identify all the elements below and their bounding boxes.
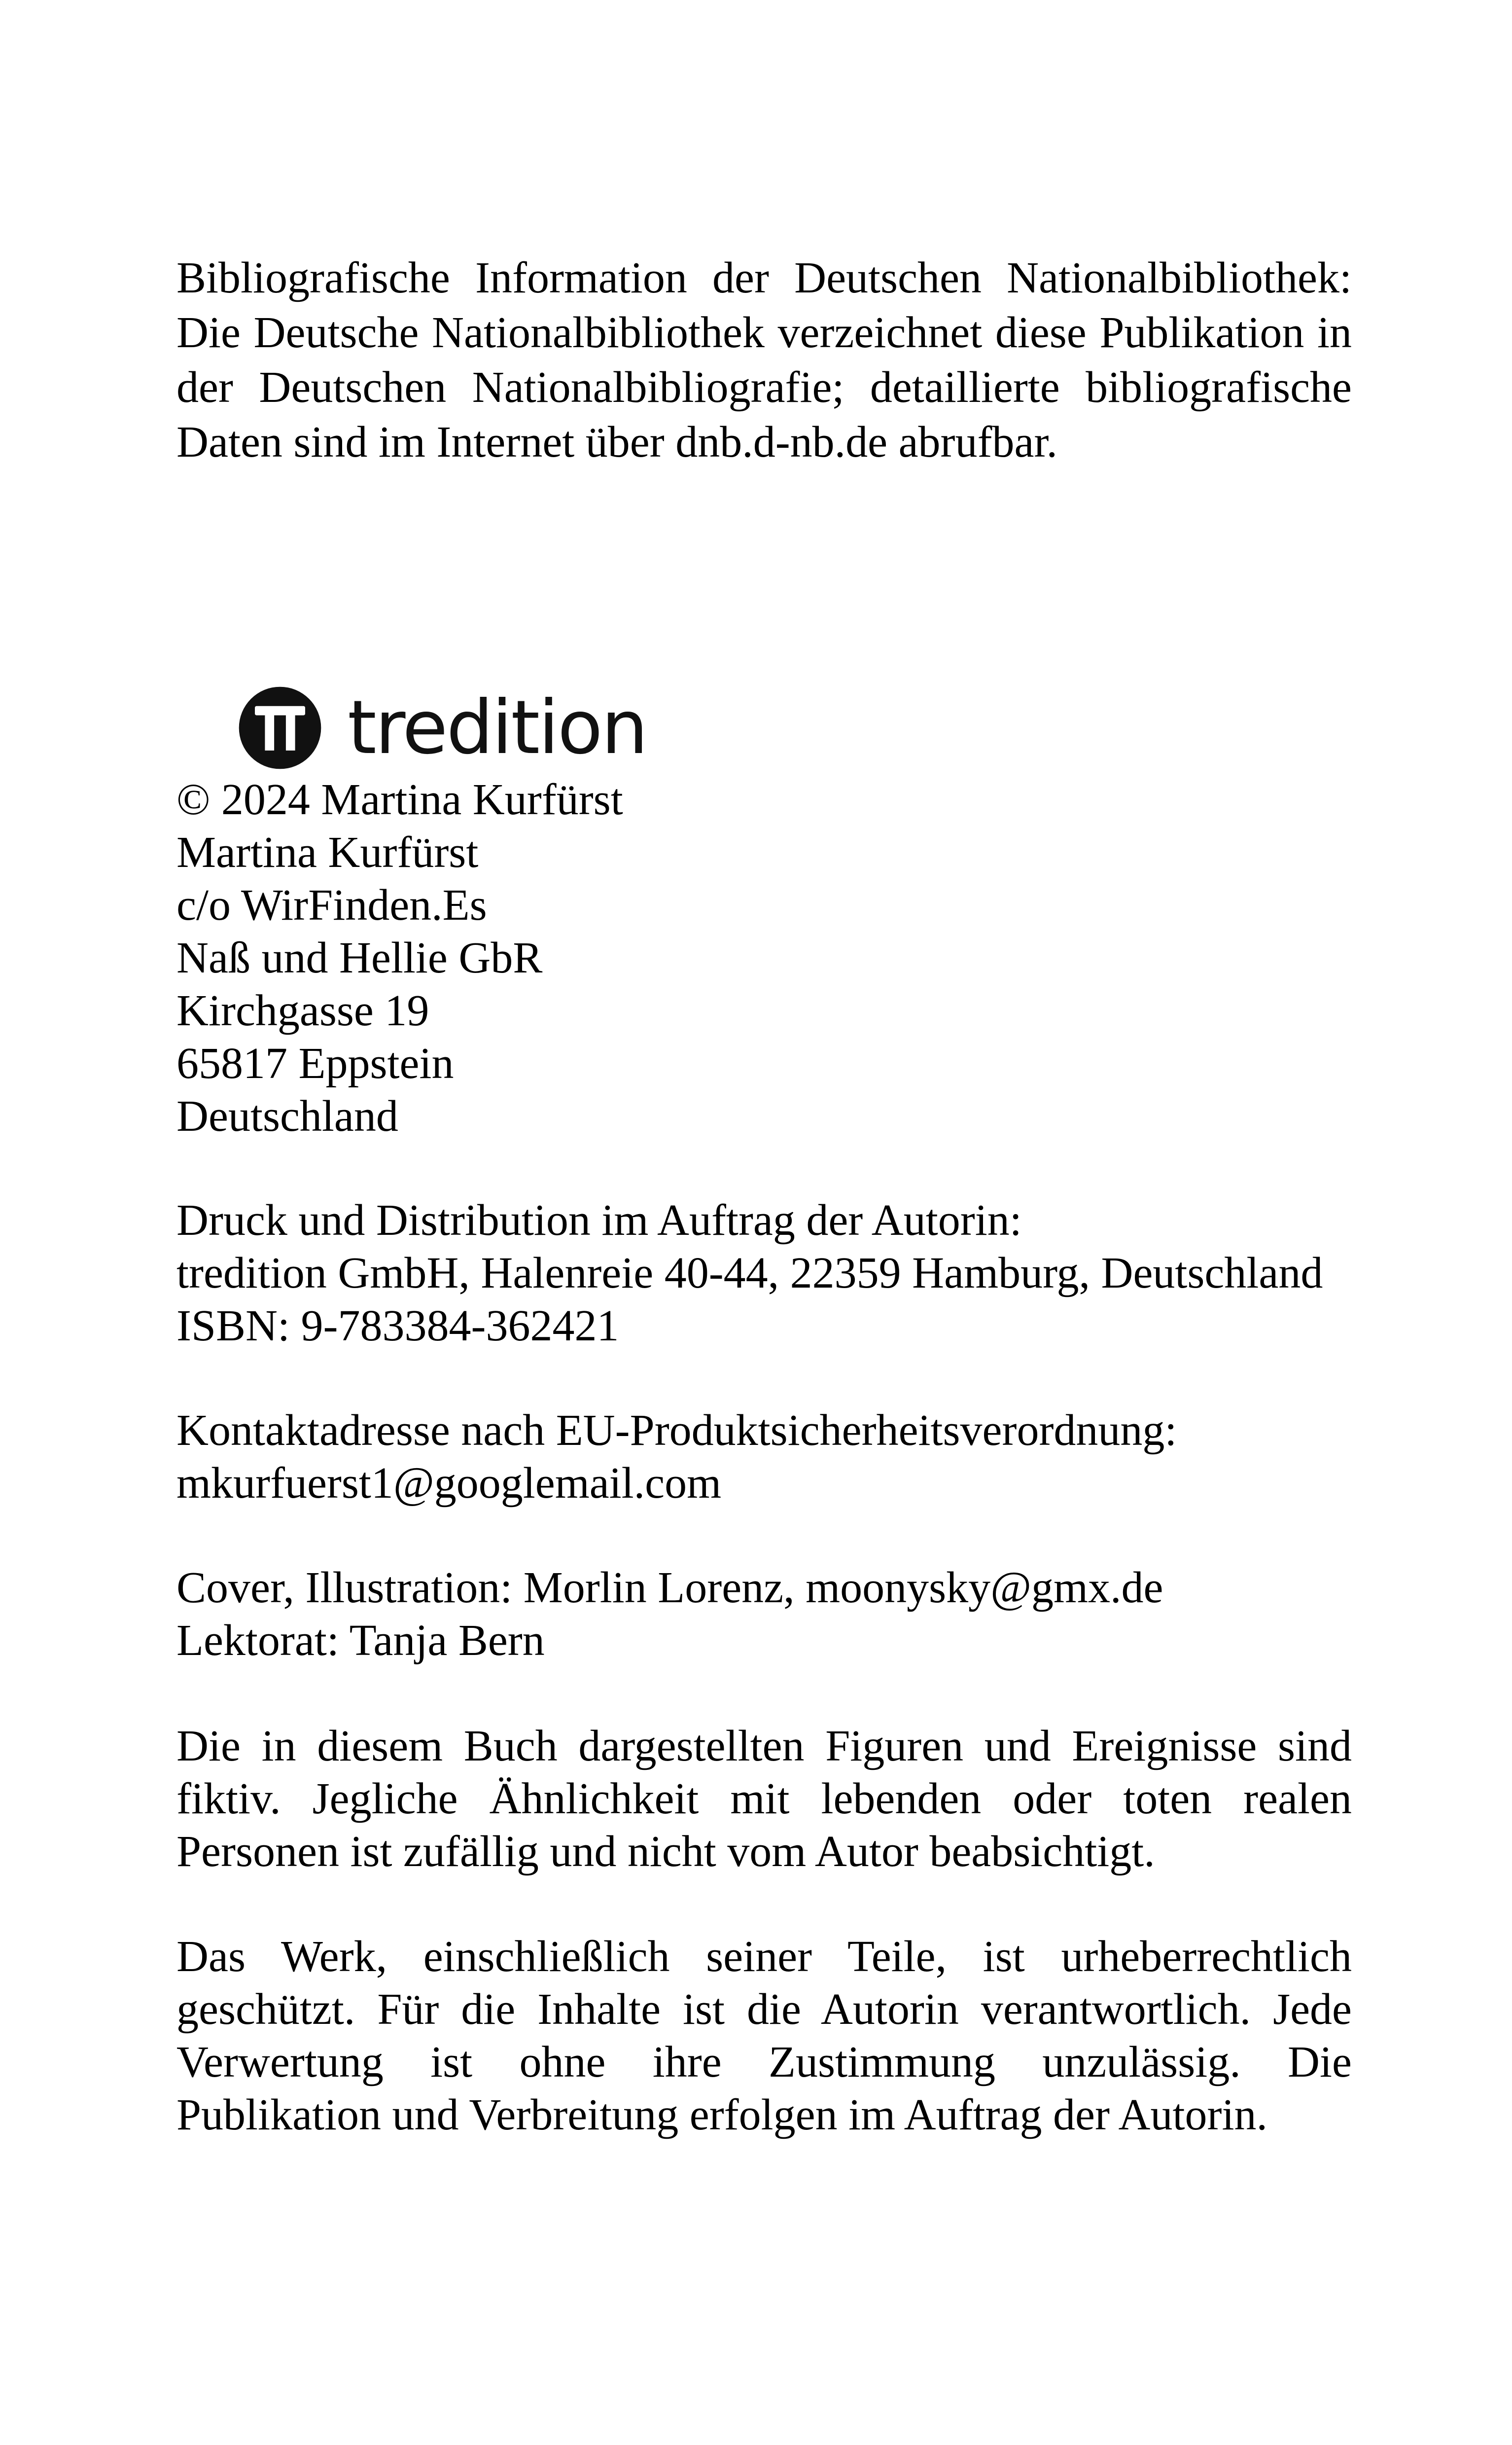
street-address: Kirchgasse 19 <box>176 986 429 1035</box>
copyright-line: © 2024 Martina Kurfürst <box>176 775 623 824</box>
country-line: Deutschland <box>176 1092 398 1141</box>
printing-info <box>176 1194 1352 1352</box>
printing-label: Druck und Distribution im Auftrag der Autorin: <box>176 1196 1022 1245</box>
editing-credit: Lektorat: Tanja Bern <box>176 1616 545 1665</box>
contact-info <box>176 1404 1352 1510</box>
cover-credit: Cover, Illustration: Morlin Lorenz, moonysky@gmx.de <box>176 1563 1163 1612</box>
author-name: Martina Kurfürst <box>176 828 479 877</box>
fiction-disclaimer: Die in diesem Buch dargestellten Figuren und Ereignisse sind fiktiv. Jegliche Ähnlichkeit mit lebenden oder toten realen Personen ist zufällig und nicht vom Autor beabsichtigt. <box>176 1722 1352 1876</box>
contact-email: mkurfuerst1@googlemail.com <box>176 1459 722 1508</box>
copyright-notice: Das Werk, einschließlich seiner Teile, ist urheberrechtlich geschützt. Für die Inhalte ist die Autorin verantwortlich. Jede Verwertung ist ohne ihre Zustimmung unzulässig. Die Publikation und Verbreitung erfolgen im Auftrag der Autorin. <box>176 1932 1352 2139</box>
company-name: Naß und Hellie GbR <box>176 934 543 982</box>
publisher-logo <box>238 683 647 772</box>
publisher-wordmark: tredition <box>348 685 647 771</box>
tredition-logo-icon <box>238 686 322 770</box>
isbn: ISBN: 9-783384-362421 <box>176 1301 619 1350</box>
printer-address: tredition GmbH, Halenreie 40-44, 22359 Hamburg, Deutschland <box>176 1249 1323 1297</box>
care-of-line: c/o WirFinden.Es <box>176 881 487 930</box>
imprint-address <box>176 773 1352 1143</box>
contact-label: Kontaktadresse nach EU-Produktsicherheitsverordnung: <box>176 1406 1177 1455</box>
bibliographic-notice: Bibliografische Information der Deutschen Nationalbibliothek: Die Deutsche Nationalbibliothek verzeichnet diese Publikation in der Deutschen Nationalbibliografie; detaillierte bibliografische Daten sind im Internet über dnb.d-nb.de abrufbar. <box>176 253 1352 467</box>
credits <box>176 1561 1352 1667</box>
city-line: 65817 Eppstein <box>176 1039 454 1088</box>
